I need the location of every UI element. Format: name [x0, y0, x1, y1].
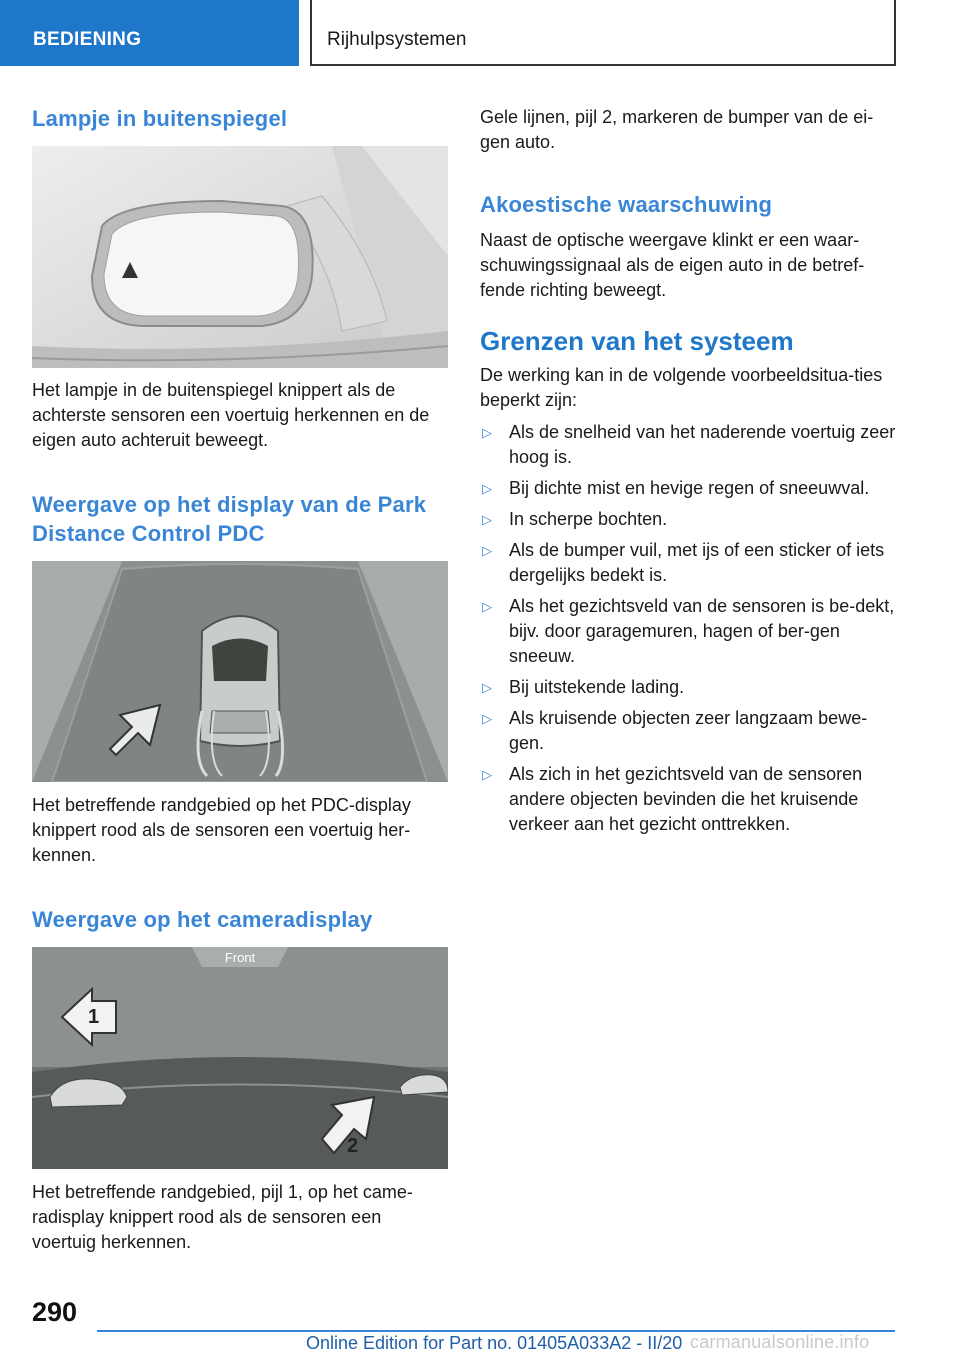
list-item: ▷ Als de bumper vuil, met ijs of een sticker of iets dergelijks bedekt is. [482, 540, 885, 585]
paragraph-camera-display: Het betreffende randgebied, pijl 1, op het came-radisplay knippert rood als de sensoren een voertuig herkennen. [32, 1182, 413, 1252]
paragraph-mirror-light: Het lampje in de buitenspiegel knippert als de achterste sensoren een voertuig herkennen en de eigen auto achteruit beweegt. [32, 380, 430, 450]
figure-side-mirror [32, 146, 448, 368]
page-number: 290 [32, 1297, 78, 1327]
list-item: ▷ Als kruisende objecten zeer langzaam bewe-gen. [482, 708, 868, 753]
figure-camera-display [32, 947, 448, 1169]
triangle-bullet-icon: ▷ [482, 599, 492, 614]
paragraph-yellow-lines: Gele lijnen, pijl 2, markeren de bumper van de ei-gen auto. [480, 107, 874, 152]
camera-arrow-1-label: 1 [88, 1006, 100, 1028]
figure-pdc-display [32, 561, 448, 782]
heading-pdc-display: Weergave op het display van de Park Distance Control PDC [32, 492, 427, 546]
triangle-bullet-icon: ▷ [482, 543, 492, 558]
heading-camera-display: Weergave op het cameradisplay [32, 907, 373, 932]
triangle-bullet-icon: ▷ [482, 680, 492, 695]
triangle-bullet-icon: ▷ [482, 711, 492, 726]
triangle-bullet-icon: ▷ [482, 425, 492, 440]
camera-arrow-2-label: 2 [347, 1135, 359, 1157]
limits-list [480, 420, 896, 843]
heading-acoustic-warning: Akoestische waarschuwing [480, 192, 773, 217]
list-item: ▷ In scherpe bochten. [480, 507, 896, 532]
paragraph-pdc-display: Het betreffende randgebied op het PDC-display knippert rood als de sensoren een voertuig her-kennen. [32, 795, 411, 865]
triangle-bullet-icon: ▷ [482, 512, 492, 527]
list-item: ▷ Als het gezichtsveld van de sensoren is be-dekt, bijv. door garagemuren, hagen of ber-gen sneeuw. [482, 596, 895, 666]
camera-label-front: Front [224, 950, 256, 965]
list-item: ▷ Als zich in het gezichtsveld van de sensoren andere objecten bevinden die het kruisende verkeer aan het gezicht onttrekken. [482, 764, 863, 834]
heading-mirror-light: Lampje in buitenspiegel [32, 106, 288, 131]
chapter-title: Rijhulpsystemen [327, 29, 467, 50]
chapter-tab [310, 0, 896, 66]
paragraph-system-limits: De werking kan in de volgende voorbeeldsitua-ties beperkt zijn: [480, 365, 883, 410]
list-item: ▷ Als de snelheid van het naderende voertuig zeer hoog is. [482, 422, 896, 467]
paragraph-acoustic-warning: Naast de optische weergave klinkt er een waar-schuwingssignaal als de eigen auto in de betref-fende richting beweegt. [480, 230, 865, 300]
list-item: ▷ Bij dichte mist en hevige regen of sneeuwval. [480, 476, 896, 501]
edition-text: Online Edition for Part no. 01405A033A2 - II/20 [306, 1333, 683, 1353]
list-item: ▷ Bij uitstekende lading. [480, 675, 896, 700]
triangle-bullet-icon: ▷ [482, 481, 492, 496]
section-tab [0, 0, 299, 66]
watermark: carmanualsonline.info [690, 1332, 870, 1352]
section-title: BEDIENING [33, 29, 142, 50]
heading-system-limits: Grenzen van het systeem [480, 326, 794, 356]
triangle-bullet-icon: ▷ [482, 767, 492, 782]
